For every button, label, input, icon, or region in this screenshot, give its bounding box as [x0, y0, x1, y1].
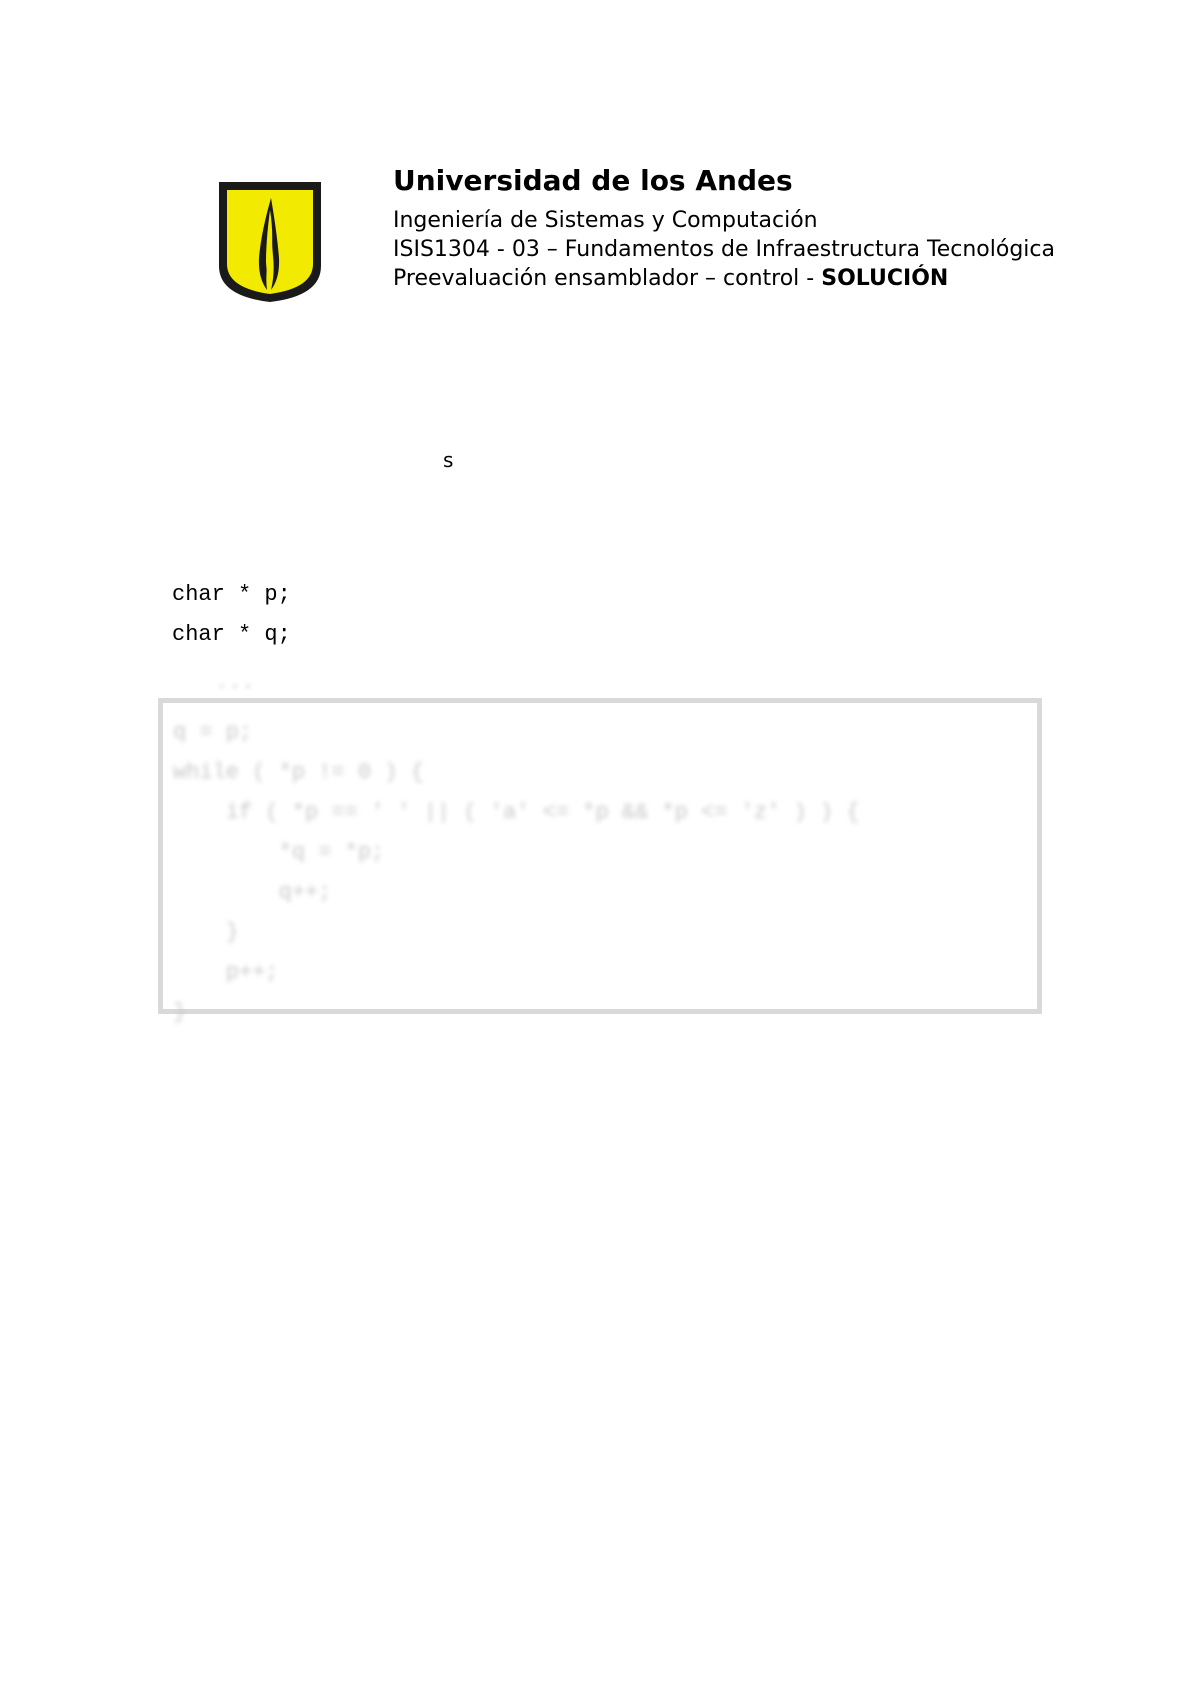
- code-declaration-q: char * q;: [172, 622, 291, 647]
- code-line: }: [173, 920, 240, 945]
- code-line: if ( *p == ' ' || ( 'a' <= *p && *p <= 'z' ) ) {: [173, 800, 860, 825]
- code-line: while ( *p != 0 ) {: [173, 760, 424, 785]
- code-ellipsis: ...: [215, 670, 255, 695]
- code-declaration-p: char * p;: [172, 582, 291, 607]
- exam-title-prefix: Preevaluación ensamblador – control -: [393, 266, 822, 291]
- code-solution-box: [158, 698, 1042, 1025]
- code-line: *q = *p;: [173, 840, 385, 865]
- course-name: ISIS1304 - 03 – Fundamentos de Infraestructura Tecnológica: [393, 237, 1055, 262]
- university-name: Universidad de los Andes: [393, 164, 793, 197]
- university-logo: [215, 178, 325, 306]
- code-line: q++;: [173, 880, 332, 905]
- exam-title: [393, 264, 1093, 293]
- code-solution-lines: [173, 713, 1027, 1033]
- code-line: }: [173, 1000, 187, 1025]
- stray-text: s: [443, 448, 454, 472]
- university-crest-icon: [215, 178, 325, 306]
- exam-title-emphasis: SOLUCIÓN: [821, 266, 949, 291]
- code-line: q = p;: [173, 720, 253, 745]
- code-line: p++;: [173, 960, 279, 985]
- document-header: [393, 160, 1093, 293]
- department-name: Ingeniería de Sistemas y Computación: [393, 208, 818, 233]
